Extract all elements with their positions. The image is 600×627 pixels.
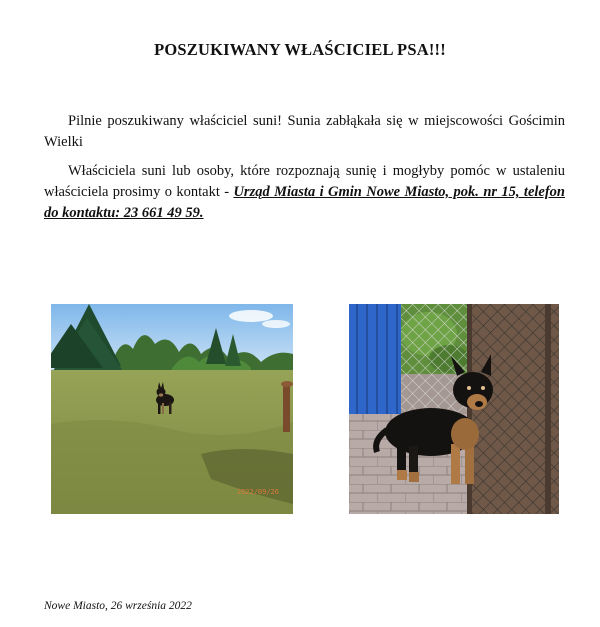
- announcement-body: [44, 111, 565, 224]
- dog-by-fence-photo: [349, 304, 559, 514]
- photo-date-stamp: 2022/09/26: [236, 488, 279, 496]
- contact-request-text: Właściciela suni lub osoby, które rozpoznają sunię i mogłyby pomóc w ustaleniu właściciela prosimy o kontakt -: [44, 163, 565, 200]
- page-title: POSZUKIWANY WŁAŚCICIEL PSA!!!: [154, 40, 446, 59]
- dog-in-meadow-photo: [51, 304, 293, 514]
- paragraph-contact: [44, 161, 565, 224]
- contact-details: Urząd Miasta i Gmin Nowe Miasto, pok. nr 15, telefon do kontaktu: 23 661 49 59.: [44, 184, 565, 221]
- paragraph-lost-dog: Pilnie poszukiwany właściciel suni! Sunia zabłąkała się w miejscowości Gościmin Wielki: [44, 113, 565, 150]
- place-and-date: Nowe Miasto, 26 września 2022: [44, 600, 192, 612]
